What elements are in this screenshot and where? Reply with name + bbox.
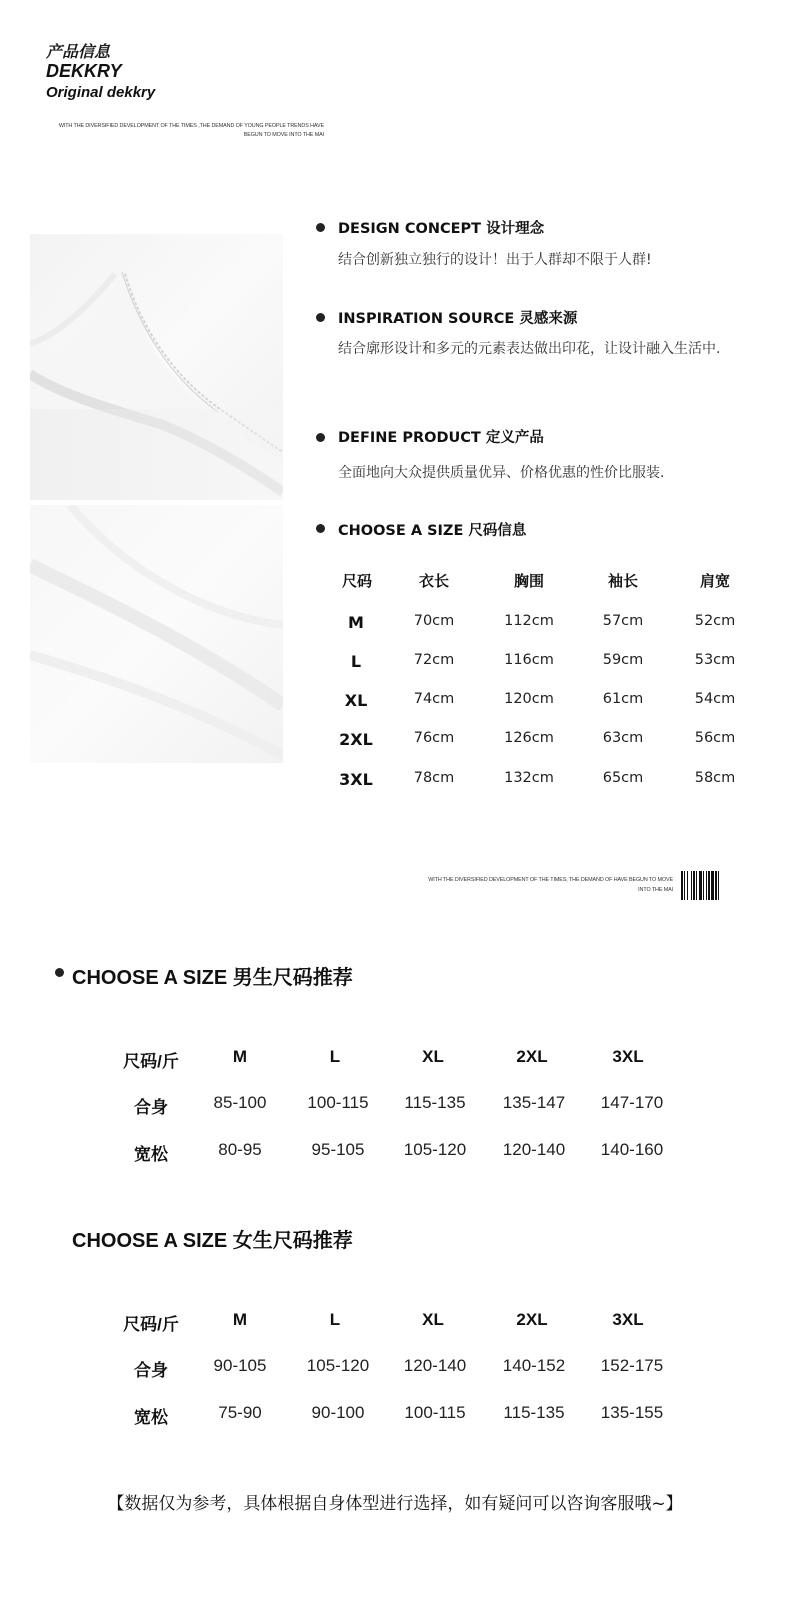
men-table-cell: 135-147 <box>502 1093 566 1112</box>
women-table-cell: 135-155 <box>600 1403 664 1422</box>
size-table-cell: XL <box>344 691 368 710</box>
size-table-cell: 2XL <box>339 730 373 749</box>
women-table-cell: 合身 <box>134 1361 168 1380</box>
design-concept-title: DESIGN CONCEPT 设计理念 <box>338 221 545 237</box>
size-table-cell: 126cm <box>504 730 554 746</box>
men-table-header: L <box>329 1047 341 1066</box>
size-table-cell: 54cm <box>694 691 736 707</box>
women-table-cell: 105-120 <box>306 1356 370 1375</box>
inspiration-source-title: INSPIRATION SOURCE 灵感来源 <box>338 311 578 327</box>
size-table-cell: 63cm <box>602 730 644 746</box>
size-table-cell: 3XL <box>339 770 373 789</box>
women-table-cell: 90-105 <box>213 1356 267 1375</box>
men-table-header: 尺码/斤 <box>123 1052 179 1071</box>
size-table-cell: 58cm <box>694 770 736 786</box>
women-table-header: XL <box>422 1310 444 1329</box>
size-table-cell: 72cm <box>413 652 455 668</box>
size-table-cell: 57cm <box>602 613 644 629</box>
size-table-cell: 112cm <box>504 613 554 629</box>
size-table-cell: 61cm <box>602 691 644 707</box>
choose-size-title: CHOOSE A SIZE 尺码信息 <box>338 523 527 539</box>
fabric-collar-photo <box>30 234 283 500</box>
women-table-header: 尺码/斤 <box>123 1315 179 1334</box>
size-table-header: 肩宽 <box>699 572 730 590</box>
women-table-header: M <box>232 1310 248 1329</box>
men-table-header: 2XL <box>516 1047 548 1066</box>
footer-tagline: WITH THE DIVERSIFIED DEVELOPMENT OF THE TIMES, THE DEMAND OF HAVE BEGUN TO MOVE INTO THE MAI <box>428 877 673 893</box>
size-table-cell: 59cm <box>602 652 644 668</box>
barcode-icon <box>681 871 735 900</box>
women-table-cell: 宽松 <box>134 1408 168 1427</box>
size-table-cell: 56cm <box>694 730 736 746</box>
women-table-cell: 152-175 <box>600 1356 664 1375</box>
men-table-header: 3XL <box>612 1047 644 1066</box>
bullet-icon <box>316 223 325 232</box>
men-table-cell: 115-135 <box>404 1093 466 1112</box>
size-table-header: 胸围 <box>513 572 544 590</box>
bullet-icon <box>316 313 325 322</box>
inspiration-source-text: 结合廓形设计和多元的元素表达做出印花，让设计融入生活中. <box>338 341 721 357</box>
men-table-cell: 120-140 <box>502 1140 566 1159</box>
men-table-cell: 105-120 <box>403 1140 467 1159</box>
brand-name: DEKKRY <box>46 61 122 81</box>
size-table-cell: 120cm <box>504 691 554 707</box>
size-table-cell: 65cm <box>602 770 644 786</box>
women-table-cell: 115-135 <box>503 1403 565 1422</box>
header-title-cn: 产品信息 <box>46 42 111 61</box>
size-table-header: 袖长 <box>607 572 638 590</box>
size-table-cell: 53cm <box>694 652 736 668</box>
men-size-title: CHOOSE A SIZE 男生尺码推荐 <box>72 967 353 989</box>
size-table-cell: 74cm <box>413 691 455 707</box>
define-product-title: DEFINE PRODUCT 定义产品 <box>338 430 544 446</box>
women-table-cell: 120-140 <box>403 1356 467 1375</box>
women-table-header: 3XL <box>612 1310 644 1329</box>
brand-subtitle: Original dekkry <box>46 84 156 101</box>
men-table-cell: 合身 <box>134 1098 168 1117</box>
header-tagline: WITH THE DIVERSIFIED DEVELOPMENT OF THE TIMES ,THE DEMAND OF YOUNG PEOPLE TRENDS HAVE BEGUN TO MOVE INTO THE MAI <box>58 123 324 138</box>
women-table-header: L <box>329 1310 341 1329</box>
size-table-cell: L <box>350 652 362 671</box>
define-product-text: 全面地向大众提供质量优异、价格优惠的性价比服装. <box>338 465 665 481</box>
bullet-icon <box>316 524 325 533</box>
women-table-header: 2XL <box>516 1310 548 1329</box>
design-concept-text: 结合创新独立独行的设计！出于人群却不限于人群! <box>338 252 652 268</box>
women-table-cell: 90-100 <box>311 1403 365 1422</box>
disclaimer-note: 【数据仅为参考，具体根据自身体型进行选择，如有疑问可以咨询客服哦~】 <box>107 1494 683 1514</box>
men-table-header: XL <box>422 1047 444 1066</box>
size-table-cell: 132cm <box>504 770 554 786</box>
men-table-cell: 95-105 <box>311 1140 365 1159</box>
size-table-cell: 76cm <box>413 730 455 746</box>
men-table-cell: 100-115 <box>307 1093 369 1112</box>
men-table-cell: 140-160 <box>600 1140 664 1159</box>
men-table-cell: 85-100 <box>213 1093 267 1112</box>
men-table-cell: 宽松 <box>134 1145 168 1164</box>
size-table-header: 尺码 <box>341 572 372 590</box>
size-table-cell: 116cm <box>504 652 554 668</box>
size-table-cell: M <box>348 613 364 632</box>
women-table-cell: 100-115 <box>404 1403 466 1422</box>
size-table-cell: 70cm <box>413 613 455 629</box>
women-size-title: CHOOSE A SIZE 女生尺码推荐 <box>72 1230 353 1252</box>
bullet-icon <box>316 433 325 442</box>
size-table-header: 衣长 <box>418 572 449 590</box>
bullet-icon <box>55 968 64 977</box>
fabric-texture-photo <box>30 505 283 763</box>
men-table-cell: 147-170 <box>600 1093 664 1112</box>
size-table-cell: 78cm <box>413 770 455 786</box>
size-table-cell: 52cm <box>694 613 736 629</box>
men-table-header: M <box>232 1047 248 1066</box>
women-table-cell: 140-152 <box>502 1356 566 1375</box>
men-table-cell: 80-95 <box>218 1140 262 1159</box>
women-table-cell: 75-90 <box>218 1403 262 1422</box>
